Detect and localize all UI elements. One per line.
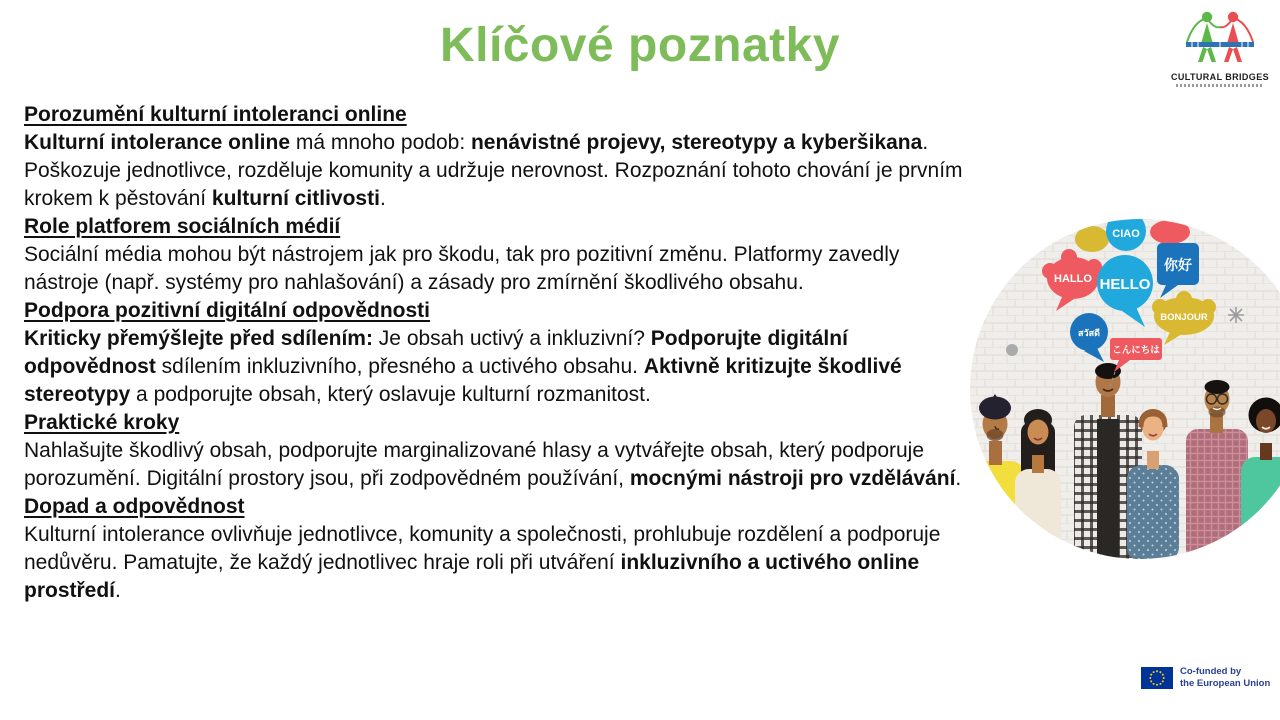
eu-text-line1: Co-funded by (1180, 666, 1242, 677)
svg-text:HELLO: HELLO (1099, 276, 1151, 293)
eu-cofunded-logo (1141, 666, 1270, 689)
section-4-body (24, 521, 972, 605)
eu-flag-icon (1141, 667, 1173, 689)
text-run: sdílením inkluzivního, přesného a uctivého obsahu. (155, 355, 644, 378)
section-1-body (24, 241, 972, 297)
text-run: mocnými nástroji pro vzdělávání (629, 467, 956, 490)
svg-text:HALLO: HALLO (1054, 273, 1092, 285)
page-title: Klíčové poznatky (439, 19, 841, 72)
svg-text:你好: 你好 (1164, 257, 1192, 273)
text-run: . (955, 467, 962, 490)
text-run: Kriticky přemýšlejte před sdílením: (24, 327, 373, 350)
bridge-figures-icon (1184, 8, 1256, 66)
text-run: Podporujte digitální odpovědnost (24, 327, 848, 378)
text-run: kulturní citlivosti (211, 187, 380, 210)
eu-text-line2: the European Union (1180, 677, 1271, 689)
starburst-doodle (1228, 307, 1244, 323)
text-run: má mnoho podob: (290, 131, 471, 154)
text-run: . (115, 579, 121, 602)
text-run: . Poškozuje jednotlivce, rozděluje komunity a udržuje nerovnost. Rozpoznání tohoto chování je prvním krokem k pěstování (24, 131, 963, 210)
section-0 (24, 101, 972, 213)
text-run: a podporujte obsah, který oslavuje kulturní rozmanitost. (130, 383, 651, 406)
text-run: Je obsah uctivý a inkluzivní? (372, 327, 651, 350)
section-3-heading: Praktické kroky (24, 411, 180, 434)
svg-text:こんにちは: こんにちは (1112, 345, 1160, 356)
section-3 (24, 409, 972, 493)
section-2 (24, 297, 972, 409)
bubble-ciao: CIAO (1112, 228, 1140, 240)
text-run: Aktivně kritizujte škodlivé stereotypy (24, 355, 902, 406)
section-0-heading: Porozumění kulturní intoleranci online (24, 103, 407, 126)
text-run: nenávistné projevy, stereotypy a kyberšikana (470, 131, 923, 154)
section-4 (24, 493, 972, 605)
section-3-body (24, 437, 972, 493)
section-1-heading: Role platforem sociálních médií (24, 215, 341, 238)
text-run: Nahlašujte škodlivý obsah, podporujte marginalizované hlasy a vytvářejte obsah, který podporuje porozumění. Digitální prostory jsou, při zodpovědném používání, (24, 439, 925, 490)
text-run: inkluzivního a uctivého online prostředí (24, 551, 920, 602)
text-run: Kulturní intolerance online (24, 131, 291, 154)
svg-text:สวัสดี: สวัสดี (1078, 328, 1100, 338)
key-points-text (24, 101, 972, 605)
section-2-body (24, 325, 972, 409)
cultural-bridges-logo (1168, 8, 1272, 87)
section-1 (24, 213, 972, 297)
eu-cofunded-text (1180, 666, 1270, 689)
logo-wordmark: CULTURAL BRIDGES (1170, 72, 1270, 82)
text-run: Sociální média mohou být nástrojem jak pro škodu, tak pro pozitivní změnu. Platformy zavedly nástroje (např. systémy pro nahlašování) a zásady pro zmírnění škodlivého obsahu. (24, 243, 900, 294)
text-run: . (379, 187, 386, 210)
section-0-body (24, 129, 972, 213)
logo-tagline-decoration (1176, 84, 1264, 87)
diversity-photo-graphic (970, 219, 1280, 559)
diversity-photo (970, 219, 1280, 559)
text-run: Kulturní intolerance ovlivňuje jednotlivce, komunity a společnosti, prohlubuje rozdělení a podporuje nedůvěru. Pamatujte, že každý jednotlivec hraje roli při utváření (24, 523, 941, 574)
section-2-heading: Podpora pozitivní digitální odpovědnosti (24, 299, 430, 322)
section-4-heading: Dopad a odpovědnost (24, 495, 245, 518)
svg-text:BONJOUR: BONJOUR (1160, 312, 1208, 323)
person-cream-top (1015, 409, 1061, 559)
